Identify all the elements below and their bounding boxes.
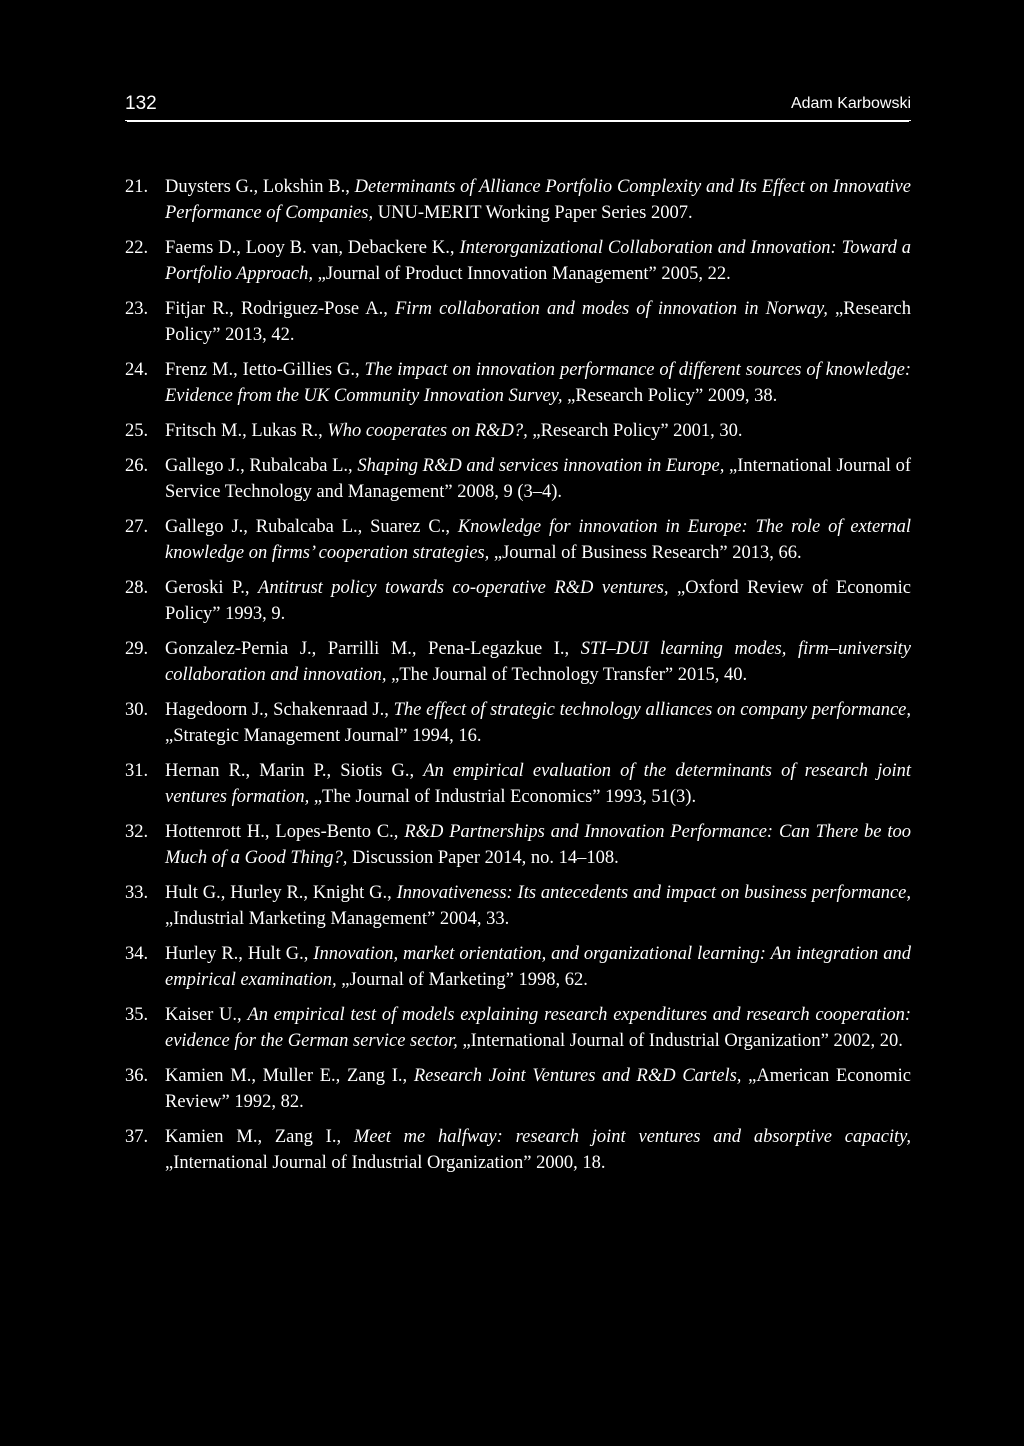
reference-title: The impact on innovation performance of different sources of knowledge: Evidence from the UK Community Innovation Survey, bbox=[165, 360, 911, 406]
reference-source: „Oxford Review of Economic Policy” 1993, 9. bbox=[165, 578, 911, 624]
reference-number: 30. bbox=[125, 700, 149, 720]
reference-number: 23. bbox=[125, 299, 149, 319]
reference-item bbox=[125, 880, 911, 932]
reference-number: 32. bbox=[125, 822, 149, 842]
reference-source: UNU-MERIT Working Paper Series 2007. bbox=[373, 203, 693, 223]
reference-title: Knowledge for innovation in Europe: The role of external knowledge on firms’ cooperation strategies, bbox=[165, 517, 911, 563]
reference-authors: Geroski P., bbox=[165, 578, 259, 598]
reference-number: 26. bbox=[125, 456, 149, 476]
reference-item bbox=[125, 636, 911, 688]
reference-authors: Hottenrott H., Lopes-Bento C., bbox=[165, 822, 405, 842]
reference-authors: Faems D., Looy B. van, Debackere K., bbox=[165, 238, 460, 258]
reference-title: STI–DUI learning modes, firm–university collaboration and innovation, bbox=[165, 639, 911, 685]
reference-title: Antitrust policy towards co-operative R&D ventures, bbox=[258, 578, 669, 598]
reference-title: Meet me halfway: research joint ventures and absorptive capacity, bbox=[353, 1127, 912, 1147]
reference-source: „The Journal of Industrial Economics” 1993, 51(3). bbox=[309, 787, 697, 807]
reference-title: An empirical evaluation of the determinants of research joint ventures formation, bbox=[165, 761, 912, 807]
reference-title: Interorganizational Collaboration and Innovation: Toward a Portfolio Approach, bbox=[165, 238, 911, 284]
running-header-author: Adam Karbowski bbox=[790, 95, 911, 112]
reference-item bbox=[125, 235, 911, 287]
reference-number: 28. bbox=[125, 578, 149, 598]
reference-authors: Kaiser U., bbox=[165, 1005, 248, 1025]
reference-source: „American Economic Review” 1992, 82. bbox=[165, 1066, 911, 1112]
reference-item bbox=[125, 453, 911, 505]
reference-source: „Research Policy” 2009, 38. bbox=[562, 386, 778, 406]
reference-source: „International Journal of Industrial Organization” 2000, 18. bbox=[165, 1153, 606, 1173]
reference-number: 36. bbox=[125, 1066, 149, 1086]
reference-item bbox=[125, 1002, 911, 1054]
reference-source: Discussion Paper 2014, no. 14–108. bbox=[347, 848, 619, 868]
reference-number: 21. bbox=[125, 177, 149, 197]
reference-number: 37. bbox=[125, 1127, 149, 1147]
reference-source: „Strategic Management Journal” 1994, 16. bbox=[165, 726, 482, 746]
reference-title: The effect of strategic technology alliances on company performance, bbox=[393, 700, 911, 720]
reference-authors: Hernan R., Marin P., Siotis G., bbox=[165, 761, 424, 781]
reference-source: „Journal of Business Research” 2013, 66. bbox=[489, 543, 802, 563]
reference-item bbox=[125, 296, 911, 348]
reference-number: 29. bbox=[125, 639, 149, 659]
reference-title: Innovation, market orientation, and organizational learning: An integration and empirical examination, bbox=[165, 944, 911, 990]
reference-title: Who cooperates on R&D?, bbox=[327, 421, 528, 441]
reference-number: 24. bbox=[125, 360, 149, 380]
reference-item bbox=[125, 1063, 911, 1115]
reference-title: R&D Partnerships and Innovation Performance: Can There be too Much of a Good Thing?, bbox=[165, 822, 912, 868]
reference-item bbox=[125, 941, 911, 993]
reference-number: 22. bbox=[125, 238, 149, 258]
reference-source: „Journal of Marketing” 1998, 62. bbox=[336, 970, 588, 990]
reference-item bbox=[125, 819, 911, 871]
reference-authors: Frenz M., Ietto-Gillies G., bbox=[165, 360, 365, 380]
reference-number: 31. bbox=[125, 761, 149, 781]
reference-title: An empirical test of models explaining research expenditures and research cooperation: evidence for the German service sector, bbox=[165, 1005, 911, 1051]
reference-source: „Research Policy” 2001, 30. bbox=[527, 421, 743, 441]
reference-source: „International Journal of Industrial Organization” 2002, 20. bbox=[457, 1031, 903, 1051]
reference-item bbox=[125, 697, 911, 749]
reference-item bbox=[125, 357, 911, 409]
reference-item bbox=[125, 514, 911, 566]
reference-source: „International Journal of Service Technology and Management” 2008, 9 (3–4). bbox=[165, 456, 911, 502]
reference-authors: Gallego J., Rubalcaba L., Suarez C., bbox=[165, 517, 458, 537]
reference-source: „Journal of Product Innovation Management” 2005, 22. bbox=[313, 264, 731, 284]
reference-authors: Fitjar R., Rodriguez-Pose A., bbox=[165, 299, 395, 319]
reference-authors: Kamien M., Zang I., bbox=[165, 1127, 354, 1147]
reference-authors: Fritsch M., Lukas R., bbox=[165, 421, 328, 441]
reference-number: 34. bbox=[125, 944, 149, 964]
reference-number: 33. bbox=[125, 883, 149, 903]
reference-title: Research Joint Ventures and R&D Cartels, bbox=[413, 1066, 742, 1086]
reference-title: Determinants of Alliance Portfolio Complexity and Its Effect on Innovative Performance of Companies, bbox=[165, 177, 911, 223]
reference-authors: Gonzalez-Pernia J., Parrilli M., Pena-Legazkue I., bbox=[165, 639, 581, 659]
reference-authors: Hagedoorn J., Schakenraad J., bbox=[165, 700, 394, 720]
reference-authors: Duysters G., Lokshin B., bbox=[165, 177, 355, 197]
reference-title: Firm collaboration and modes of innovation in Norway, bbox=[395, 299, 828, 319]
reference-source: „Industrial Marketing Management” 2004, 33. bbox=[165, 909, 510, 929]
reference-list bbox=[125, 174, 911, 1185]
reference-authors: Kamien M., Muller E., Zang I., bbox=[165, 1066, 414, 1086]
reference-item bbox=[125, 418, 911, 444]
reference-source: „Research Policy” 2013, 42. bbox=[165, 299, 911, 345]
reference-source: „The Journal of Technology Transfer” 2015, 40. bbox=[386, 665, 748, 685]
reference-authors: Hurley R., Hult G., bbox=[165, 944, 314, 964]
reference-item bbox=[125, 174, 911, 226]
reference-number: 27. bbox=[125, 517, 149, 537]
running-header bbox=[125, 92, 911, 121]
reference-title: Shaping R&D and services innovation in Europe, bbox=[357, 456, 725, 476]
reference-item bbox=[125, 758, 911, 810]
reference-item bbox=[125, 575, 911, 627]
reference-authors: Hult G., Hurley R., Knight G., bbox=[165, 883, 397, 903]
reference-number: 25. bbox=[125, 421, 149, 441]
reference-title: Innovativeness: Its antecedents and impact on business performance, bbox=[396, 883, 911, 903]
page-number: 132 bbox=[125, 93, 157, 114]
reference-number: 35. bbox=[125, 1005, 149, 1025]
reference-authors: Gallego J., Rubalcaba L., bbox=[165, 456, 358, 476]
reference-item bbox=[125, 1124, 911, 1176]
